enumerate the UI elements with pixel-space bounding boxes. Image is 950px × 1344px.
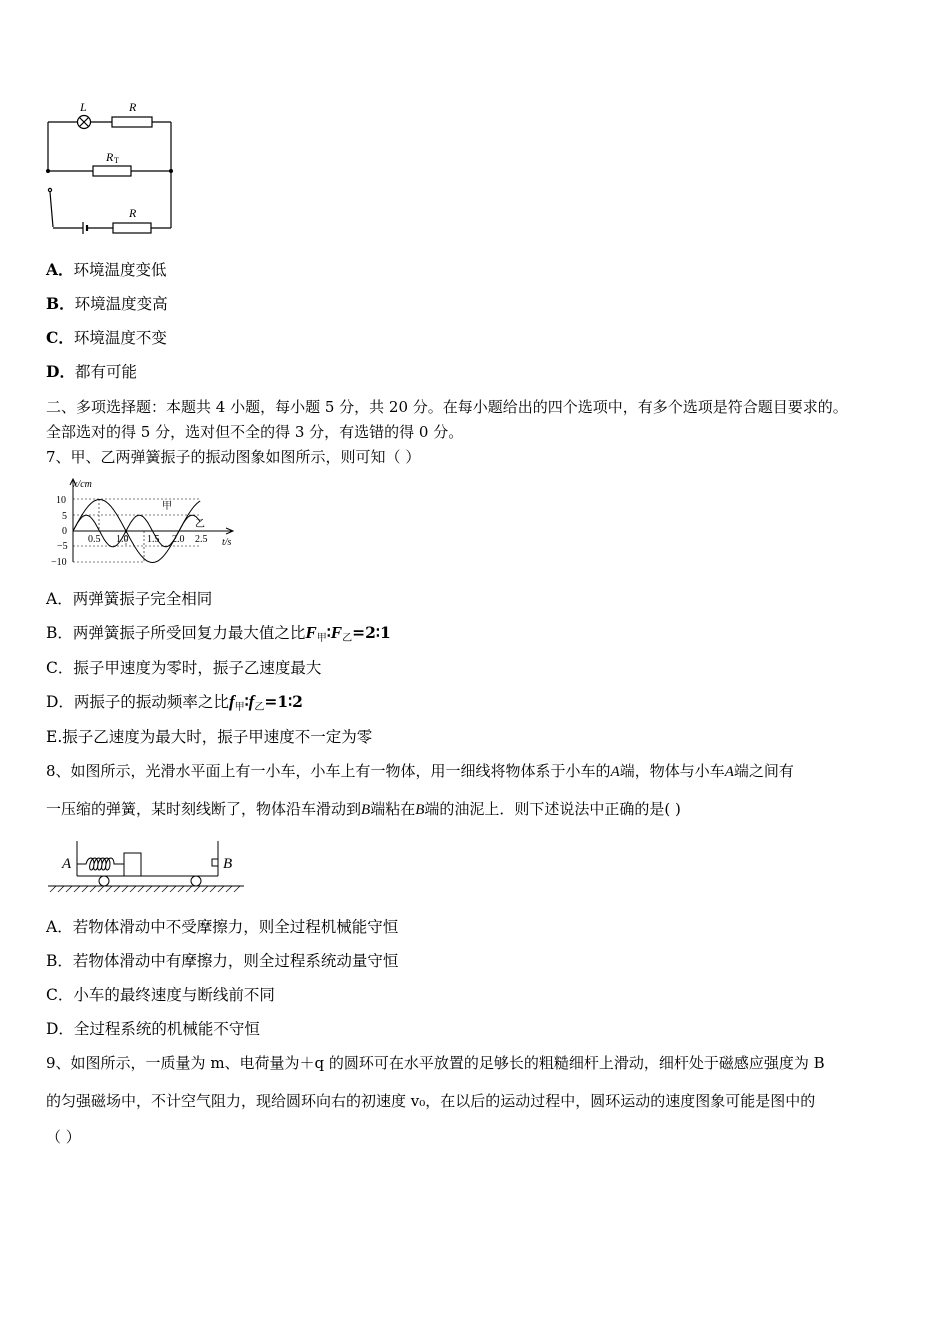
q6-option-d: D．都有可能	[46, 362, 137, 381]
y-tick: −10	[51, 557, 67, 568]
x-tick: 2.0	[172, 534, 185, 545]
graph-x-label: t/s	[222, 537, 232, 548]
q8-option-c: C．小车的最终速度与断线前不同	[46, 986, 275, 1004]
y-tick: 0	[62, 526, 67, 537]
cart-spring-diagram	[44, 833, 249, 897]
cart-label-a: A	[62, 856, 72, 872]
q8-option-b: B．若物体滑动中有摩擦力，则全过程系统动量守恒	[46, 952, 399, 970]
q8-option-a: A．若物体滑动中不受摩擦力，则全过程机械能守恒	[46, 918, 399, 936]
q7-stem: 7、甲、乙两弹簧振子的振动图象如图所示，则可知（ ）	[46, 448, 421, 466]
q8-stem-line1: 8、如图所示，光滑水平面上有一小车，小车上有一物体，用一细线将物体系于小车的A端，物体与小车A端之间有	[46, 762, 794, 780]
resistor-top-label: R	[129, 100, 137, 114]
y-tick: 10	[56, 495, 66, 506]
q7-option-e: E.振子乙速度为最大时，振子甲速度不一定为零	[46, 728, 373, 746]
curve-yi-label: 乙	[195, 519, 205, 530]
section2-line2: 全部选对的得 5 分，选对但不全的得 3 分，有选错的得 0 分。	[46, 423, 464, 441]
q6-option-a: A．环境温度变低	[46, 260, 167, 279]
thermistor-label: R	[106, 150, 114, 164]
q6-option-c: C．环境温度不变	[46, 328, 167, 347]
q7-option-a: A．两弹簧振子完全相同	[46, 590, 213, 608]
q9-stem-line3: （ ）	[46, 1128, 81, 1146]
x-tick: 2.5	[195, 534, 208, 545]
q6-option-b: B．环境温度变高	[46, 294, 168, 313]
q9-stem-line1: 9、如图所示，一质量为 m、电荷量为＋q 的圆环可在水平放置的足够长的粗糙细杆上滑动，细杆处于磁感应强度为 B	[46, 1054, 825, 1072]
x-tick: 1.0	[116, 534, 129, 545]
section2-line1: 二、多项选择题：本题共 4 小题，每小题 5 分，共 20 分。在每小题给出的四个选项中，有多个选项是符合题目要求的。	[46, 398, 848, 416]
graph-y-label: x/cm	[73, 479, 92, 490]
curve-jia-label: 甲	[162, 501, 172, 512]
thermistor-sub-label: T	[114, 156, 119, 165]
q8-stem-line2: 一压缩的弹簧，某时刻线断了，物体沿车滑动到B端粘在B端的油泥上．则下述说法中正确的是( )	[46, 800, 681, 818]
lamp-label: L	[80, 100, 87, 114]
x-tick: 0.5	[88, 534, 101, 545]
resistor-bottom-label: R	[129, 206, 137, 220]
q9-stem-line2: 的匀强磁场中，不计空气阻力，现给圆环向右的初速度 v₀，在以后的运动过程中，圆环运动的速度图象可能是图中的	[46, 1092, 816, 1110]
cart-label-b: B	[223, 856, 233, 872]
q7-option-b: B．两弹簧振子所受回复力最大值之比$F_甲∶F_乙=2∶1$	[46, 623, 391, 644]
x-tick: 1.5	[147, 534, 160, 545]
oscillation-graph	[44, 476, 244, 568]
circuit-diagram	[40, 95, 190, 245]
y-tick: 5	[62, 511, 67, 522]
q7-option-d: D．两振子的振动频率之比$f_甲∶f_乙=1∶2$	[46, 692, 303, 713]
q8-option-d: D．全过程系统的机械能不守恒	[46, 1020, 260, 1038]
q7-option-c: C．振子甲速度为零时，振子乙速度最大	[46, 659, 322, 677]
y-tick: −5	[57, 541, 68, 552]
